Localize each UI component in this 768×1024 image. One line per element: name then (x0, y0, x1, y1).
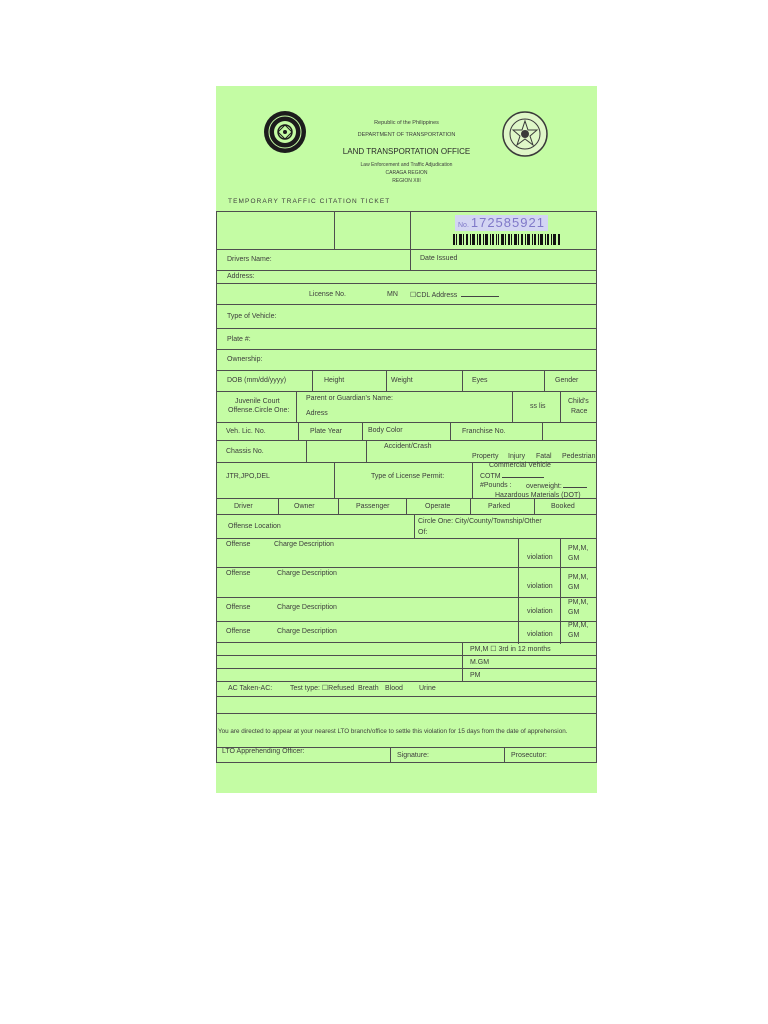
blood-label: Blood (385, 685, 403, 692)
mn-label: MN (387, 291, 398, 298)
height-label: Height (324, 377, 345, 384)
drivers-name-label: Drivers Name: (227, 256, 272, 263)
charge-description-label: Charge Description (274, 541, 334, 548)
republic-text: Republic of the Philippines (374, 120, 439, 126)
property-label: Property (472, 453, 499, 460)
guardian-name-label: Parent or Guardian's Name: (306, 395, 393, 402)
childs-label-1: Child's (568, 398, 589, 405)
appearance-notice: You are directed to appear at your nearest LTO branch/office to settle this violation for 15 days from the date of apprehension. (218, 728, 568, 735)
republic-seal-icon (501, 110, 549, 158)
region-name: CARAGA REGION (385, 170, 428, 176)
offense-label: Offense (226, 541, 251, 548)
weight-label: Weight (391, 377, 413, 384)
chassis-label: Chassis No. (226, 448, 264, 455)
cotm-blank (502, 471, 544, 478)
office-title: LAND TRANSPORTATION OFFICE (342, 147, 471, 156)
offense-label: Offense (226, 604, 251, 611)
pmm-label: PM,M, (568, 545, 589, 552)
cotm-label (480, 471, 544, 481)
franchise-label: Franchise No. (462, 428, 506, 435)
eyes-label: Eyes (472, 377, 488, 384)
veh-lic-label: Veh. Lic. No. (226, 428, 266, 435)
charge-description-label: Charge Description (277, 604, 337, 611)
barcode-icon (453, 234, 561, 245)
offense-label: Offense (226, 570, 251, 577)
breath-label: Breath (358, 685, 379, 692)
cotm-text: COTM (480, 473, 501, 480)
gm-label: GM (568, 632, 580, 639)
childs-label-2: Race (571, 408, 588, 415)
ac-taken-label: AC Taken-AC: (228, 685, 273, 692)
urine-label: Urine (419, 685, 436, 692)
parked-label: Parked (488, 503, 511, 510)
license-no-label: License No. (309, 291, 346, 298)
gender-label: Gender (555, 377, 579, 384)
pmm-label: PM,M, (568, 574, 589, 581)
ticket-number-value: 172585921 (470, 215, 545, 230)
circle-one-label-2: Of: (418, 529, 428, 536)
citation-ticket (216, 86, 597, 793)
mgm-label: M.GM (470, 659, 490, 666)
body-color-label: Body Color (368, 427, 403, 434)
pounds-label: #Pounds : (480, 482, 512, 489)
gm-label: GM (568, 609, 580, 616)
pm-3rd-label: PM,M ☐ 3rd in 12 months (470, 646, 551, 653)
commercial-vehicle-label: Commercial Vehicle (489, 462, 551, 469)
plate-label: Plate #: (227, 336, 251, 343)
address-label: Address: (227, 273, 255, 280)
fatal-label: Fatal (536, 453, 552, 460)
guardian-address-label: Adress (306, 410, 328, 417)
cdl-address-label (410, 290, 499, 300)
region-code: REGION XIII (392, 178, 421, 184)
gm-label: GM (568, 555, 580, 562)
plate-year-label: Plate Year (310, 428, 342, 435)
passenger-label: Passenger (356, 503, 390, 510)
circle-one-label-1: Circle One: City/County/Township/Other (418, 518, 542, 525)
overweight-blank (563, 481, 587, 488)
injury-label: Injury (508, 453, 526, 460)
violation-label: violation (527, 608, 553, 615)
offense-label: Offense (226, 628, 251, 635)
signature-label: Signature: (397, 752, 429, 759)
officer-label: LTO Apprehending Officer: (222, 748, 305, 755)
violation-label: violation (527, 631, 553, 638)
offense-location-label: Offense Location (228, 523, 281, 530)
ticket-number (455, 215, 548, 231)
booked-label: Booked (551, 503, 575, 510)
accident-label: Accident/Crash (384, 443, 432, 450)
ticket-number-label: No. (458, 222, 469, 229)
pedestrian-label: Pedestrian (562, 453, 596, 460)
cdl-address-text: ☐CDL Address (410, 292, 458, 299)
owner-label: Owner (294, 503, 315, 510)
charge-description-label: Charge Description (277, 570, 337, 577)
prosecutor-label: Prosecutor: (511, 752, 547, 759)
juvenile-label-2: Offense.Circle One: (228, 407, 290, 414)
dob-label: DOB (mm/dd/yyyy) (227, 377, 287, 384)
date-issued-label: Date Issued (420, 255, 458, 262)
operate-label: Operate (425, 503, 451, 510)
division-text: Law Enforcement and Traffic Adjudication (360, 162, 453, 168)
test-type-label: Test type: ☐Refused (290, 685, 355, 692)
gm-label: GM (568, 584, 580, 591)
jtr-label: JTR,JPO,DEL (226, 473, 270, 480)
hazardous-label: Hazardous Materials (DOT) (495, 492, 581, 499)
driver-label: Driver (234, 503, 253, 510)
charge-description-label: Charge Description (277, 628, 337, 635)
cdl-address-blank (461, 290, 499, 297)
overweight-text: overweight: (526, 483, 562, 490)
pmm-label: PM,M, (568, 622, 589, 629)
pm-label: PM (470, 672, 481, 679)
violation-label: violation (527, 554, 553, 561)
type-of-vehicle-label: Type of Vehicle: (227, 313, 277, 320)
ss-lis-label: ss lis (530, 403, 546, 410)
ownership-label: Ownership: (227, 356, 263, 363)
overweight-label (526, 481, 587, 491)
juvenile-label-1: Juvenile Court (235, 398, 280, 405)
pmm-label: PM,M, (568, 599, 589, 606)
department-text: DEPARTMENT OF TRANSPORTATION (357, 132, 456, 138)
violation-label: violation (527, 583, 553, 590)
type-license-permit-label: Type of License Permit: (371, 473, 445, 480)
ticket-title: TEMPORARY TRAFFIC CITATION TICKET (228, 198, 391, 205)
